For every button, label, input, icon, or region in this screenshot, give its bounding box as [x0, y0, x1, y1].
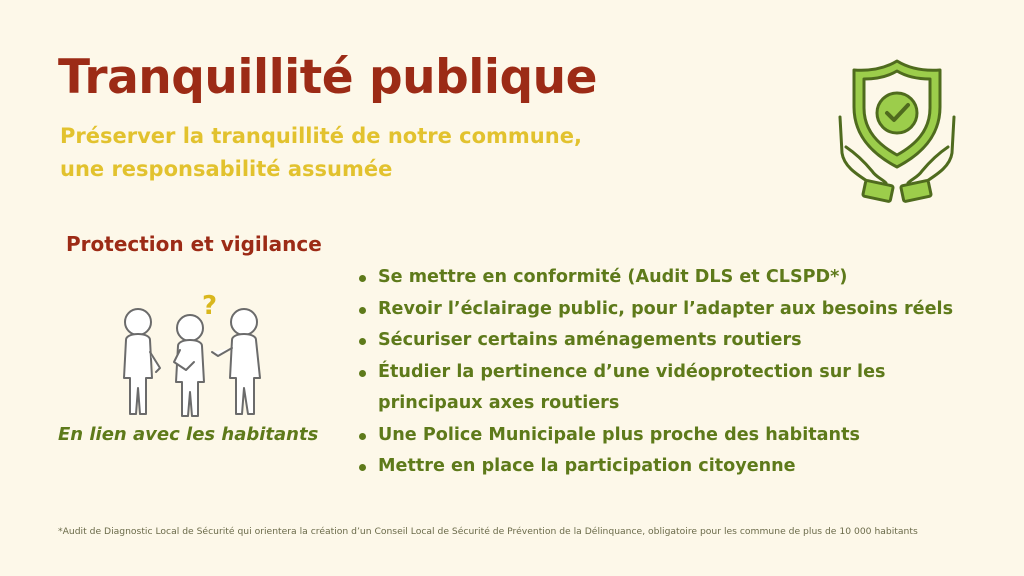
page-title: Tranquillité publique	[58, 50, 597, 105]
footnote: *Audit de Diagnostic Local de Sécurité qui orientera la création d’un Conseil Local de Sécurité de Prévention de la Délinquance, obligatoire pour les commune de plus de 10 000 habitants	[58, 526, 918, 537]
caption: En lien avec les habitants	[58, 424, 319, 445]
bullet-list	[358, 262, 953, 483]
list-item: Mettre en place la participation citoyenne	[358, 451, 953, 483]
section-title: Protection et vigilance	[66, 232, 322, 256]
subtitle-line-1: Préserver la tranquillité de notre commune,	[60, 124, 582, 148]
shield-check-hands-icon	[824, 55, 970, 203]
list-item: Étudier la pertinence d’une vidéoprotection sur les principaux axes routiers	[358, 357, 953, 420]
page-subtitle	[60, 120, 582, 186]
list-item: Revoir l’éclairage public, pour l’adapter aux besoins réels	[358, 294, 953, 326]
subtitle-line-2: une responsabilité assumée	[60, 157, 393, 181]
list-item: Sécuriser certains aménagements routiers	[358, 325, 953, 357]
list-item: Se mettre en conformité (Audit DLS et CLSPD*)	[358, 262, 953, 294]
question-mark: ?	[202, 292, 218, 321]
list-item: Une Police Municipale plus proche des habitants	[358, 420, 953, 452]
three-people-question-icon	[112, 292, 278, 420]
